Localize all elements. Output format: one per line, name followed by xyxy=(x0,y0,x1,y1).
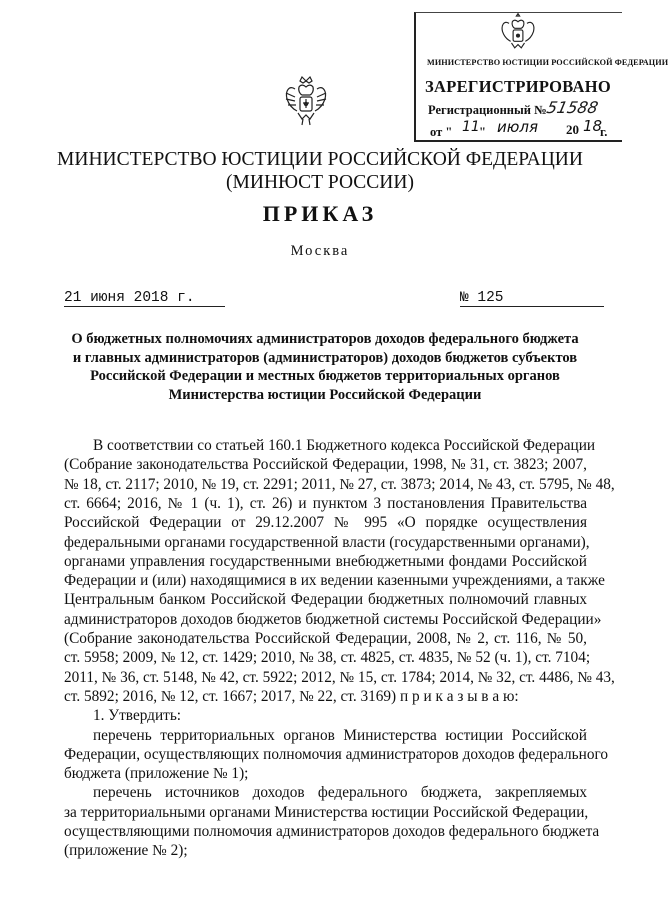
body-line: ст. 6664; 2016, № 1 (ч. 1), ст. 26) и пунктом 3 постановления Правительства xyxy=(64,494,587,512)
body-line: 2011, № 36, ст. 5148, № 42, ст. 5922; 2012, № 15, ст. 1784; 2014, № 32, ст. 4486, № 43, xyxy=(64,668,615,686)
document-type: ПРИКАЗ xyxy=(262,201,378,226)
stamp-date-year: 18 xyxy=(583,117,603,135)
body-line: Федерации и (или) находящимися в их ведении казенными учреждениями, а также xyxy=(64,572,605,590)
stamp-coat-of-arms-icon xyxy=(498,12,538,56)
body-line: № 18, ст. 2117; 2010, № 19, ст. 2291; 2011, № 27, ст. 3873; 2014, № 43, ст. 5795, № 48, xyxy=(64,475,615,493)
body-line: федеральными органами государственной власти (государственными органами), xyxy=(64,533,590,551)
body-line: перечень источников доходов федерального бюджета, закрепляемых xyxy=(93,784,587,802)
title-line: Министерства юстиции Российской Федерации xyxy=(168,386,482,403)
stamp-reg-number-label: Регистрационный № xyxy=(428,103,547,117)
body-line: за территориальными органами Министерства юстиции Российской Федерации, xyxy=(64,803,589,821)
ministry-short-name: (МИНЮСТ РОССИИ) xyxy=(226,172,414,193)
body-line: администраторов доходов бюджетов бюджетной системы Российской Федерации» xyxy=(64,610,602,628)
order-title xyxy=(60,330,590,404)
body-line: перечень территориальных органов Министерства юстиции Российской xyxy=(93,726,587,744)
stamp-date-prefix: от " xyxy=(430,125,453,139)
stamp-date-quote: " xyxy=(479,125,486,139)
stamp-date-year-prefix: 20 xyxy=(566,122,579,137)
title-line: О бюджетных полномочиях администраторов доходов федерального бюджета xyxy=(71,331,579,347)
coat-of-arms-icon xyxy=(283,75,329,129)
body-line: Центральным банком Российской Федерации бюджетных полномочий главных xyxy=(64,591,587,609)
title-line: Российской Федерации и местных бюджетов территориальных органов xyxy=(90,368,560,385)
order-date: 21 июня 2018 г. xyxy=(64,290,225,307)
body-line: осуществляющими полномочия администраторов доходов федерального бюджета xyxy=(64,823,600,840)
body-line: бюджета (приложение № 1); xyxy=(64,765,249,783)
stamp-date-month: июля xyxy=(497,118,538,136)
body-line: ст. 5892; 2016, № 12, ст. 1667; 2017, № 22, ст. 3169) п р и к а з ы в а ю: xyxy=(64,687,519,705)
stamp-date-suffix: г. xyxy=(600,125,608,139)
city: Москва xyxy=(290,243,350,259)
body-line: (Собрание законодательства Российской Федерации, 2008, № 2, ст. 116, № 50, xyxy=(64,630,587,647)
body-line: органами управления государственными внебюджетными фондами Российской xyxy=(64,552,587,570)
stamp-date-day: 11 xyxy=(462,119,480,135)
stamp-registered-label: ЗАРЕГИСТРИРОВАНО xyxy=(425,77,612,96)
body-line: (Собрание законодательства Российской Федерации, 1998, № 31, ст. 3823; 2007, xyxy=(64,456,587,474)
stamp-reg-number-value: 51588 xyxy=(544,98,600,117)
order-number: № 125 xyxy=(460,290,604,307)
body-line: Российской Федерации от 29.12.2007 № 995 «О порядке осуществления xyxy=(64,514,587,532)
ministry-name: МИНИСТЕРСТВО ЮСТИЦИИ РОССИЙСКОЙ ФЕДЕРАЦИИ xyxy=(57,149,583,170)
body-line: Федерации, осуществляющих полномочия администраторов доходов федерального xyxy=(64,745,609,763)
title-line: и главных администраторов (администраторов) доходов бюджетов субъектов xyxy=(72,349,578,366)
body-line: (приложение № 2); xyxy=(64,842,188,860)
body-line: В соответствии со статьей 160.1 Бюджетного кодекса Российской Федерации xyxy=(93,437,596,454)
stamp-ministry-name: МИНИСТЕРСТВО ЮСТИЦИИ РОССИЙСКОЙ ФЕДЕРАЦИИ xyxy=(427,58,668,67)
body-line: ст. 5958; 2009, № 12, ст. 1429; 2010, № 38, ст. 4825, ст. 4835, № 52 (ч. 1), ст. 7104; xyxy=(64,649,591,667)
body-line: 1. Утвердить: xyxy=(93,707,182,725)
